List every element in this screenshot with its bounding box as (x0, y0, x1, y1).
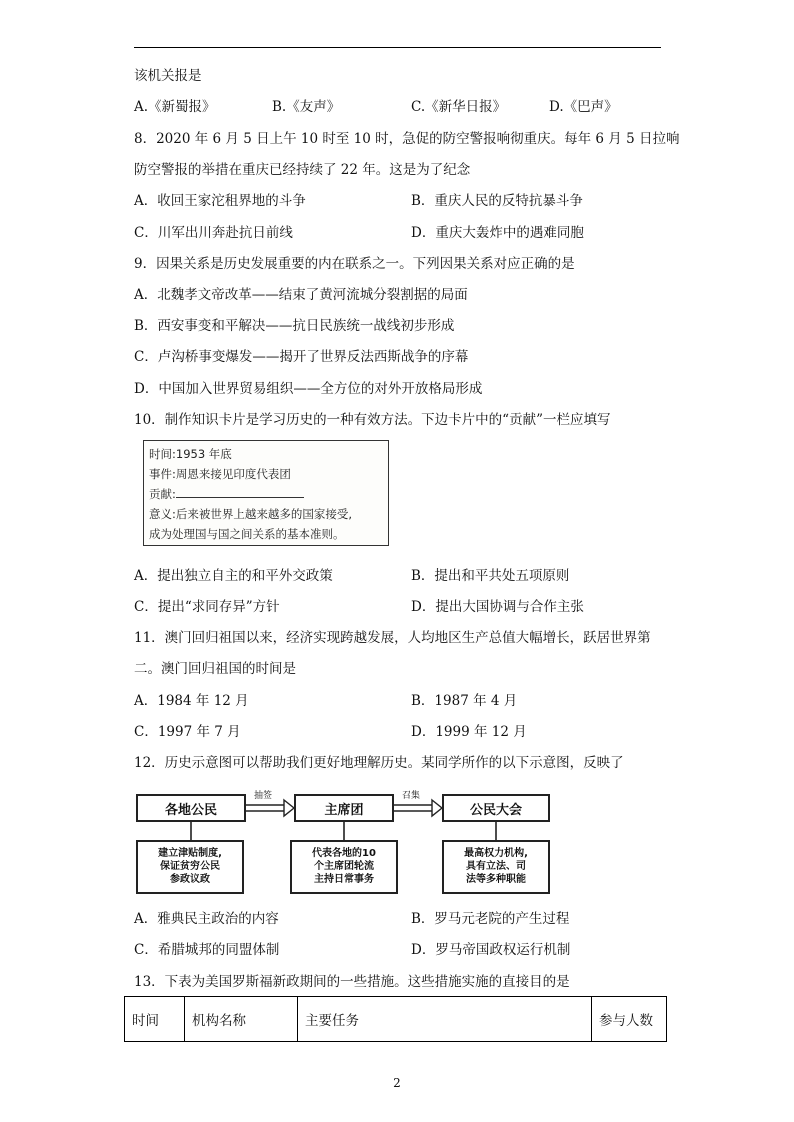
note-citizens (136, 840, 244, 894)
q9-option-c[interactable]: C．卢沟桥事变爆发——揭开了世界反法西斯战争的序幕 (134, 349, 469, 365)
note-assembly-line2: 具有立法、司 (466, 861, 526, 872)
note-assembly-line3: 法等多种职能 (466, 874, 526, 885)
q9-option-a[interactable]: A．北魏孝文帝改革——结束了黄河流城分裂割据的局面 (134, 287, 468, 303)
card-meaning-line2: 成为处理国与国之间关系的基本准则。 (149, 527, 345, 541)
box-assembly: 公民大会 (442, 794, 550, 822)
athens-democracy-diagram (134, 788, 554, 898)
page-number: 2 (393, 1076, 401, 1090)
arrow-convene (394, 800, 442, 816)
note-presidium (290, 840, 398, 894)
q8-option-d[interactable]: D．重庆大轰炸中的遇难同胞 (411, 225, 584, 241)
new-deal-table (124, 996, 667, 1042)
q11-option-c[interactable]: C．1997 年 7 月 (134, 724, 241, 740)
note-presidium-line3: 主持日常事务 (314, 874, 374, 885)
header-rule (134, 47, 661, 48)
q10-stem: 10．制作知识卡片是学习历史的一种有效方法。下边卡片中的“贡献”一栏应填写 (134, 412, 611, 428)
table-header-participants: 参与人数 (592, 997, 667, 1042)
q11-stem-line1: 11．澳门回归祖国以来，经济实现跨越发展，人均地区生产总值大幅增长，跃居世界第 (134, 630, 651, 646)
card-contribution (149, 484, 388, 504)
q10-option-b[interactable]: B．提出和平共处五项原则 (411, 568, 570, 584)
note-citizens-line1: 建立津贴制度, (158, 848, 222, 859)
q10-option-a[interactable]: A．提出独立自主的和平外交政策 (134, 568, 333, 584)
q11-stem-line2: 二。澳门回归祖国的时间是 (134, 661, 296, 677)
q7-option-d[interactable]: D.《巴声》 (549, 99, 618, 115)
arrow-label-lottery: 抽签 (254, 791, 273, 801)
table-header-row (125, 997, 667, 1042)
q12-option-a[interactable]: A．雅典民主政治的内容 (134, 911, 279, 927)
table-header-task: 主要任务 (298, 997, 592, 1042)
note-assembly (442, 840, 550, 894)
q9-stem: 9．因果关系是历史发展重要的内在联系之一。下列因果关系对应正确的是 (134, 256, 575, 272)
q12-stem: 12．历史示意图可以帮助我们更好地理解历史。某同学所作的以下示意图，反映了 (134, 755, 624, 771)
q8-stem-line1: 8．2020 年 6 月 5 日上午 10 时至 10 时，急促的防空警报响彻重庆。每年 6 月 5 日拉响 (134, 131, 680, 147)
arrow-label-convene: 召集 (402, 791, 421, 801)
note-presidium-line2: 个主席团轮流 (314, 861, 374, 872)
q10-option-d[interactable]: D．提出大国协调与合作主张 (411, 599, 584, 615)
q12-option-d[interactable]: D．罗马帝国政权运行机制 (411, 942, 571, 958)
card-time: 时间:1953 年底 (149, 447, 232, 461)
q11-option-b[interactable]: B．1987 年 4 月 (411, 693, 518, 709)
card-event: 事件:周恩来接见印度代表团 (149, 467, 291, 481)
table-header-agency: 机构名称 (185, 997, 298, 1042)
box-citizens: 各地公民 (136, 794, 246, 822)
q7-option-a[interactable]: A.《新蜀报》 (134, 99, 216, 115)
table-header-time: 时间 (125, 997, 185, 1042)
card-meaning-line1: 意义:后来被世界上越来越多的国家接受, (149, 507, 353, 521)
knowledge-card (143, 440, 389, 546)
q7-option-b[interactable]: B.《友声》 (272, 99, 341, 115)
q8-stem-line2: 防空警报的举措在重庆已经持续了 22 年。这是为了纪念 (134, 162, 471, 178)
q9-option-b[interactable]: B．西安事变和平解决——抗日民族统一战线初步形成 (134, 318, 455, 334)
q7-option-c[interactable]: C.《新华日报》 (411, 99, 507, 115)
q8-option-a[interactable]: A．收回王家沱租界地的斗争 (134, 193, 306, 209)
q7-stem-tail: 该机关报是 (134, 68, 202, 84)
q8-option-c[interactable]: C．川军出川奔赴抗日前线 (134, 225, 293, 241)
card-contribution-blank (176, 485, 304, 498)
q11-option-a[interactable]: A．1984 年 12 月 (134, 693, 249, 709)
card-contribution-label: 贡献: (149, 487, 176, 501)
note-assembly-line1: 最高权力机构, (464, 848, 528, 859)
q9-option-d[interactable]: D．中国加入世界贸易组织——全方位的对外开放格局形成 (134, 381, 483, 397)
arrow-lottery (246, 800, 294, 816)
note-citizens-line2: 保证贫穷公民 (160, 861, 220, 872)
q10-option-c[interactable]: C．提出“求同存异”方针 (134, 599, 280, 615)
q12-option-b[interactable]: B．罗马元老院的产生过程 (411, 911, 570, 927)
q11-option-d[interactable]: D．1999 年 12 月 (411, 724, 527, 740)
box-presidium: 主席团 (294, 794, 394, 822)
note-presidium-line1: 代表各地的10 (312, 848, 376, 859)
q8-option-b[interactable]: B．重庆人民的反特抗暴斗争 (411, 193, 583, 209)
q12-option-c[interactable]: C．希腊城邦的同盟体制 (134, 942, 280, 958)
note-citizens-line3: 参政议政 (170, 874, 210, 885)
q13-stem: 13．下表为美国罗斯福新政期间的一些措施。这些措施实施的直接目的是 (134, 974, 570, 990)
